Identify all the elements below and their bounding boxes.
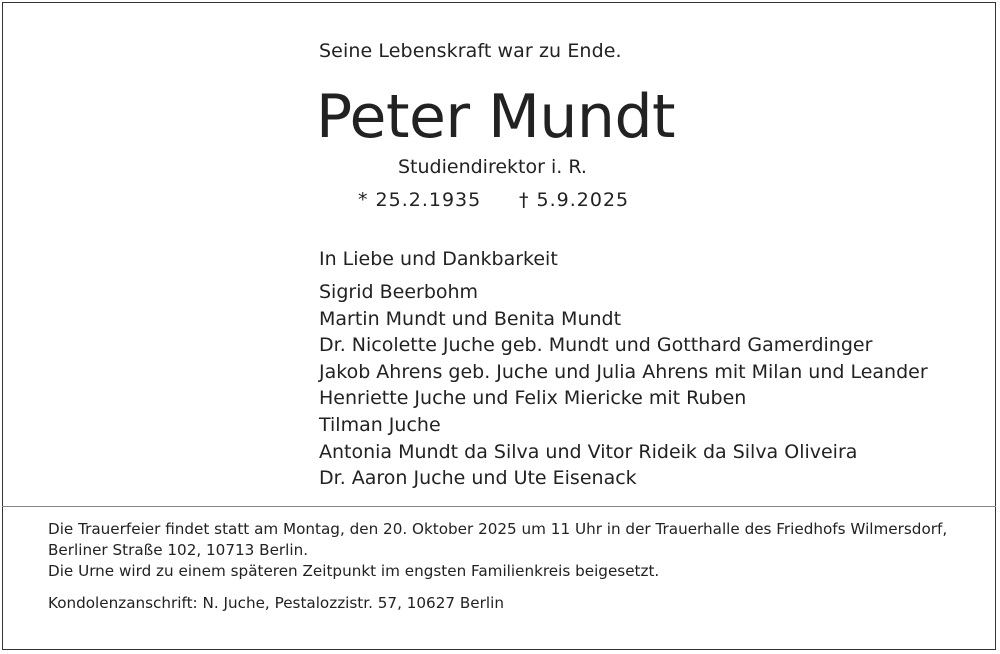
birth-date: * 25.2.1935 xyxy=(358,189,482,211)
mourner-item: Dr. Aaron Juche und Ute Eisenack xyxy=(319,467,637,490)
mourner-item: Dr. Nicolette Juche geb. Mundt und Gotthard Gamerdinger xyxy=(319,334,873,357)
mourners-list xyxy=(319,279,928,492)
funeral-line: Die Trauerfeier findet statt am Montag, den 20. Oktober 2025 um 11 Uhr in der Trauerhalle des Friedhofs Wilmersdorf, xyxy=(48,520,948,538)
funeral-address: Berliner Straße 102, 10713 Berlin. xyxy=(48,541,309,559)
mourner-item: Jakob Ahrens geb. Juche und Julia Ahrens mit Milan und Leander xyxy=(319,360,928,383)
mourner-item: Antonia Mundt da Silva und Vitor Rideik da Silva Oliveira xyxy=(319,440,858,463)
mourner-item: Martin Mundt und Benita Mundt xyxy=(319,307,622,330)
deceased-name: Peter Mundt xyxy=(316,82,676,152)
mourner-item: Sigrid Beerbohm xyxy=(319,281,479,303)
dedication-line: In Liebe und Dankbarkeit xyxy=(319,248,558,270)
death-date: † 5.9.2025 xyxy=(519,189,630,211)
section-divider xyxy=(2,506,996,507)
mourner-item: Henriette Juche und Felix Miericke mit Ruben xyxy=(319,387,747,410)
condolence-address: Kondolenzanschrift: N. Juche, Pestalozzistr. 57, 10627 Berlin xyxy=(48,594,504,612)
intro-line: Seine Lebenskraft war zu Ende. xyxy=(319,40,622,62)
funeral-details xyxy=(48,519,947,582)
deceased-title: Studiendirektor i. R. xyxy=(398,156,587,178)
mourner-item: Tilman Juche xyxy=(319,413,441,436)
urn-line: Die Urne wird zu einem späteren Zeitpunkt im engsten Familienkreis beigesetzt. xyxy=(48,562,660,580)
